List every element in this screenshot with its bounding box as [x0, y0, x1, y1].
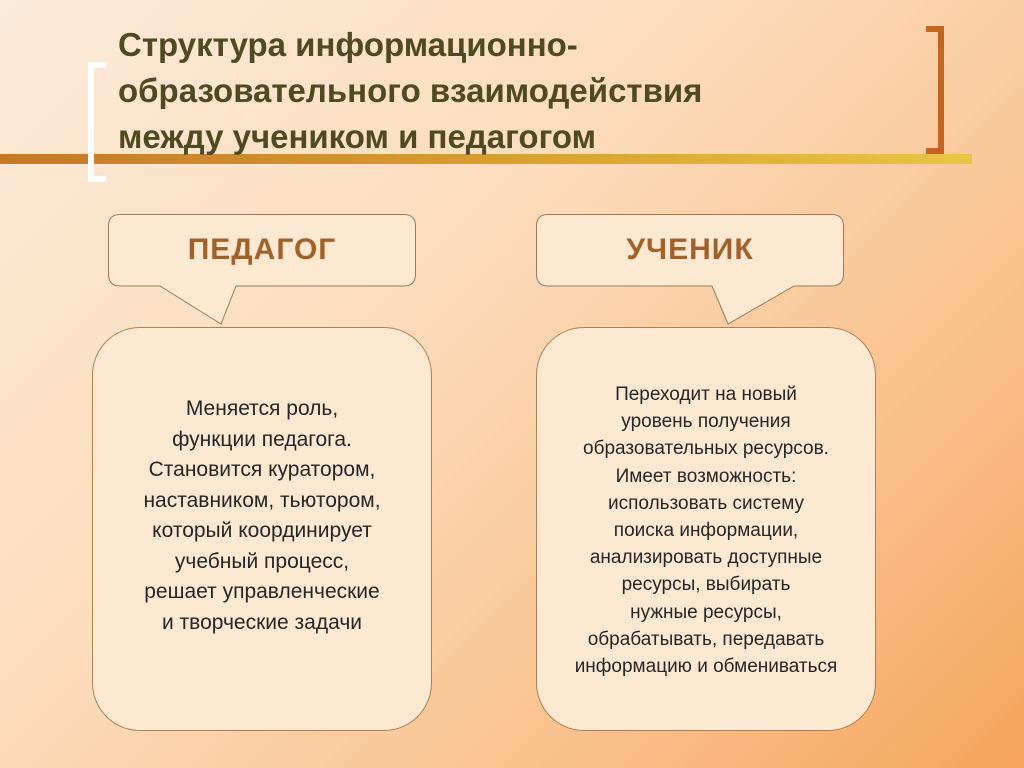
student-callout: [536, 214, 844, 326]
student-description-panel: [536, 327, 876, 731]
student-description-text: Переходит на новый уровень получения образовательных ресурсов. Имеет возможность: использовать систему поиска информации, анализировать доступные ресурсы, выбирать нужные ресурсы, обрабатывать, передавать информацию и обмениваться: [574, 384, 838, 678]
student-label: УЧЕНИК: [626, 233, 754, 266]
slide-title: Структура информационно- образовательного взаимодействия между учеником и педагогом: [118, 26, 703, 155]
left-bracket-decoration: [88, 62, 106, 182]
teacher-description-text: Меняется роль, функции педагога. Становится куратором, наставником, тьютором, который координирует учебный процесс, решает управленческие и творческие задачи: [143, 397, 381, 634]
teacher-description-panel: [92, 327, 432, 731]
teacher-label: ПЕДАГОГ: [187, 233, 337, 266]
teacher-callout: [108, 214, 416, 326]
right-bracket-decoration: [926, 26, 944, 154]
